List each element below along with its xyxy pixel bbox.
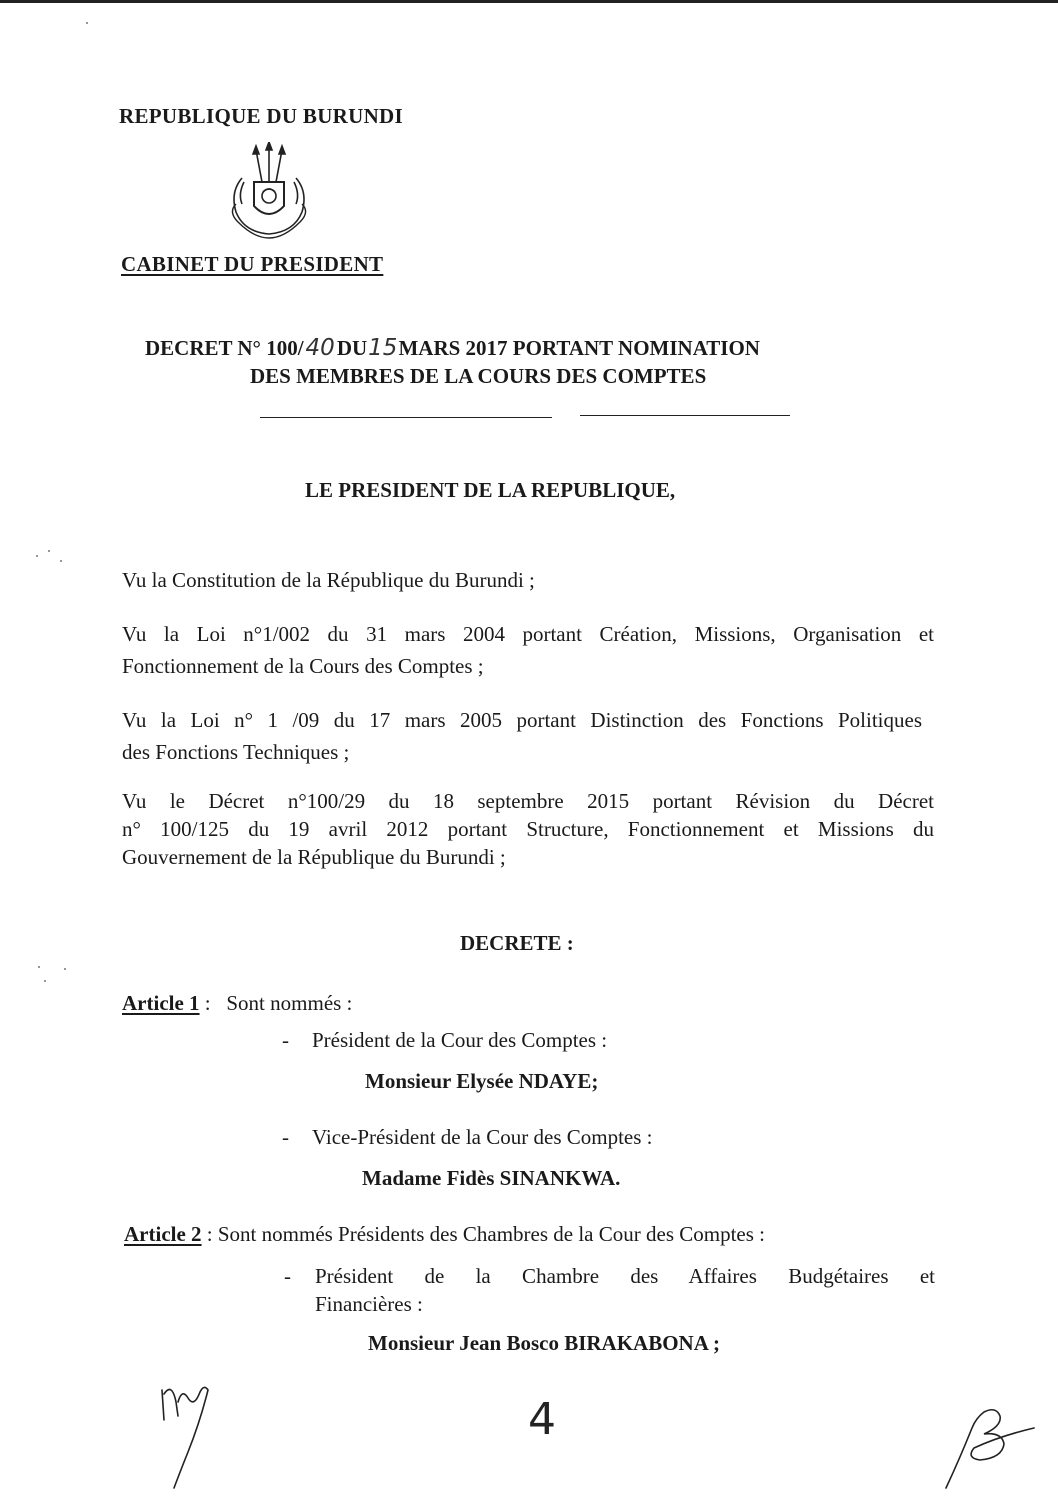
handwritten-initials-left: [150, 1372, 220, 1492]
handwritten-decree-day: 15: [368, 335, 398, 361]
scan-speck: [64, 968, 66, 970]
role-president-chambre-budget-line1: Président de la Chambre des Affaires Budgétaires et: [315, 1264, 935, 1288]
coat-of-arms-emblem: [214, 142, 324, 252]
role-president-chambre-budget-line2: Financières :: [315, 1292, 423, 1316]
consideration-loi-2004-line2: Fonctionnement de la Cours des Comptes ;: [122, 654, 484, 678]
article-2-intro: [124, 1222, 765, 1247]
page-number: 4: [528, 1394, 556, 1445]
list-dash: -: [282, 1125, 289, 1149]
scan-top-edge: [0, 0, 1058, 3]
cabinet-heading: CABINET DU PRESIDENT: [121, 252, 384, 276]
appointee-president-cour: Monsieur Elysée NDAYE;: [365, 1069, 599, 1093]
consideration-loi-2005-line2: des Fonctions Techniques ;: [122, 740, 350, 764]
scan-speck: [48, 550, 50, 552]
consideration-constitution: Vu la Constitution de la République du Burundi ;: [122, 568, 535, 592]
article-1-label: Article 1: [122, 991, 200, 1015]
title-underline-right: [580, 415, 790, 416]
consideration-decret-line2: n° 100/125 du 19 avril 2012 portant Structure, Fonctionnement et Missions du: [122, 817, 934, 841]
decree-title-line1: [145, 335, 760, 361]
country-heading: REPUBLIQUE DU BURUNDI: [119, 104, 403, 128]
scan-speck: [60, 560, 62, 562]
scan-speck: [36, 555, 38, 557]
article-1-item-2-role: [282, 1125, 653, 1150]
appointee-president-chambre-budget: Monsieur Jean Bosco BIRAKABONA ;: [368, 1331, 720, 1355]
decree-title-prefix: DECRET N° 100/: [145, 336, 304, 360]
article-1-item-1-role: [282, 1028, 607, 1053]
scan-speck: [44, 980, 46, 982]
consideration-decret-line3: Gouvernement de la République du Burundi ;: [122, 845, 506, 869]
scan-speck: [38, 966, 40, 968]
preamble-heading: LE PRESIDENT DE LA REPUBLIQUE,: [305, 478, 676, 502]
article-1-intro: [122, 991, 352, 1016]
appointee-vice-president-cour: Madame Fidès SINANKWA.: [362, 1166, 621, 1190]
article-2-label: Article 2: [124, 1222, 202, 1246]
decree-title-suffix: MARS 2017 PORTANT NOMINATION: [398, 336, 760, 360]
role-president-cour: Président de la Cour des Comptes :: [312, 1028, 608, 1052]
consideration-loi-2005-line1: Vu la Loi n° 1 /09 du 17 mars 2005 portant Distinction des Fonctions Politiques: [122, 708, 922, 732]
scan-speck: [86, 22, 88, 24]
consideration-loi-2004-line1: Vu la Loi n°1/002 du 31 mars 2004 portant Création, Missions, Organisation et: [122, 622, 934, 646]
consideration-decret-line1: Vu le Décret n°100/29 du 18 septembre 2015 portant Révision du Décret: [122, 789, 934, 813]
article-2-item-1-dash: -: [284, 1264, 291, 1288]
decree-title-du: DU: [336, 336, 368, 360]
list-dash: -: [282, 1028, 289, 1052]
decree-title-line2: DES MEMBRES DE LA COURS DES COMPTES: [250, 364, 707, 388]
decrete-heading: DECRETE :: [460, 931, 574, 955]
article-2-intro-text: : Sont nommés Présidents des Chambres de la Cour des Comptes :: [201, 1222, 765, 1246]
title-underline-left: [260, 417, 552, 418]
role-vice-president-cour: Vice-Président de la Cour des Comptes :: [312, 1125, 653, 1149]
handwritten-initials-right: [940, 1398, 1040, 1493]
handwritten-decree-number: 40: [305, 335, 335, 361]
article-1-intro-text: : Sont nommés :: [199, 991, 353, 1015]
